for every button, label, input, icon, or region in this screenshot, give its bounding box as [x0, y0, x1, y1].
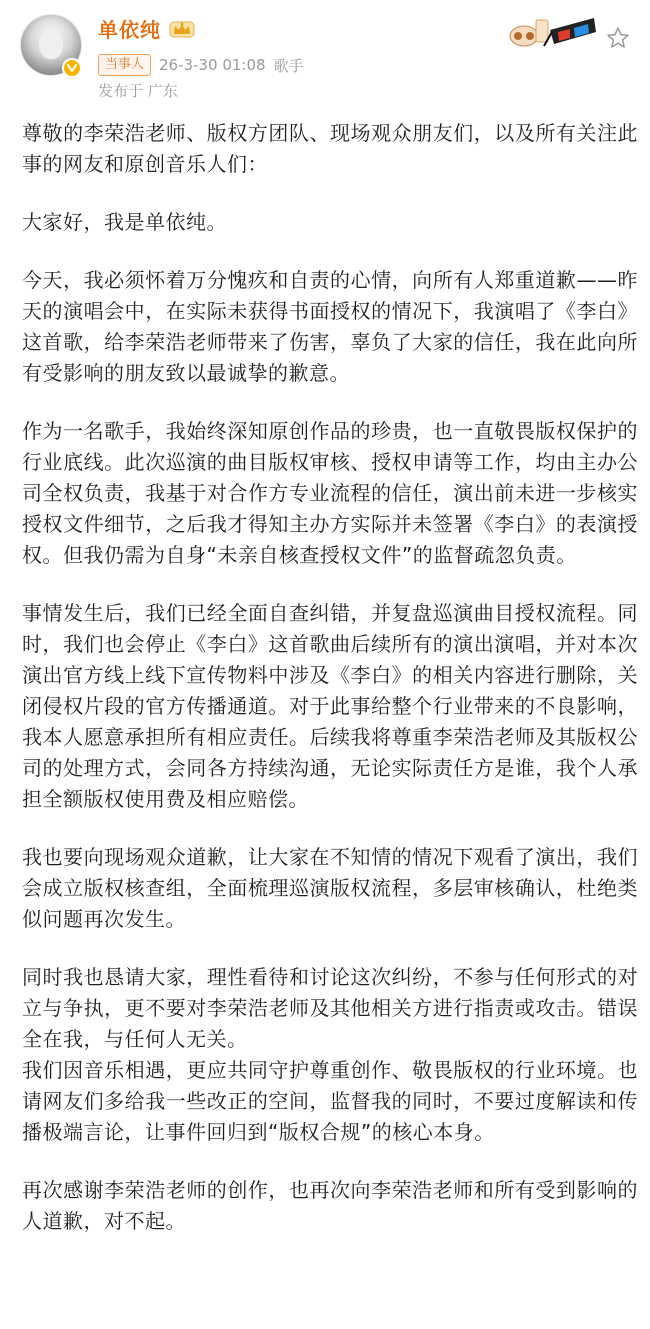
post-location: 发布于 广东 — [98, 82, 178, 100]
post-paragraph: 事情发生后，我们已经全面自查纠错，并复盘巡演曲目授权流程。同时，我们也会停止《李白》这首歌曲后续所有的演出演唱，并对本次演出官方线上线下宣传物料中涉及《李白》的相关内容进行删除，关闭侵权片段的官方传播通道。对于此事给整个行业带来的不良影响，我本人愿意承担所有相应责任。后续我将尊重李荣浩老师及其版权公司的处理方式，会同各方持续沟通，无论实际责任方是谁，我个人承担全额版权使用费及相应赔偿。 — [22, 601, 638, 811]
author-role: 歌手 — [273, 56, 304, 75]
post-datetime: 26-3-30 01:08 — [159, 56, 266, 74]
post-meta — [98, 54, 304, 76]
post-paragraph: 尊敬的李荣浩老师、版权方团队、现场观众朋友们，以及所有关注此事的网友和原创音乐人们： — [22, 121, 638, 176]
star-outline-icon — [606, 26, 630, 50]
avatar-face — [39, 29, 63, 59]
crown-icon — [169, 19, 195, 39]
post-paragraph: 同时我也恳请大家，理性看待和讨论这次纠纷，不参与任何形式的对立与争执，更不要对李荣浩老师及其他相关方进行指责或攻击。错误全在我，与任何人无关。 — [22, 965, 638, 1051]
post-paragraph: 我也要向现场观众道歉，让大家在不知情的情况下观看了演出，我们会成立版权核查组，全面梳理巡演版权流程，多层审核确认，杜绝类似问题再次发生。 — [22, 845, 638, 931]
post-paragraph: 大家好，我是单依纯。 — [22, 210, 227, 234]
username-row — [98, 14, 195, 43]
favorite-button[interactable] — [604, 24, 632, 52]
verified-badge-icon — [62, 58, 82, 78]
post-paragraph: 今天，我必须怀着万分愧疚和自责的心情，向所有人郑重道歉——昨天的演唱会中，在实际未获得书面授权的情况下，我演唱了《李白》这首歌，给李荣浩老师带来了伤害，辜负了大家的信任，我在此向所有受影响的朋友致以最诚挚的歉意。 — [22, 268, 638, 385]
3d-glasses-badge-icon — [504, 10, 600, 52]
post-paragraph: 再次感谢李荣浩老师的创作，也再次向李荣浩老师和所有受到影响的人道歉，对不起。 — [22, 1178, 638, 1233]
post-paragraph: 作为一名歌手，我始终深知原创作品的珍贵，也一直敬畏版权保护的行业底线。此次巡演的曲目版权审核、授权申请等工作，均由主办公司全权负责，我基于对合作方专业流程的信任，演出前未进一步核实授权文件细节，之后我才得知主办方实际并未签署《李白》的表演授权。但我仍需为自身“未亲自核查授权文件”的监督疏忽负责。 — [22, 419, 638, 567]
status-badge: 当事人 — [98, 54, 151, 76]
post-header — [0, 0, 650, 112]
post-body — [22, 118, 638, 1264]
post-paragraph: 我们因音乐相遇，更应共同守护尊重创作、敬畏版权的行业环境。也请网友们多给我一些改正的空间，监督我的同时，不要过度解读和传播极端言论，让事件回归到“版权合规”的核心本身。 — [22, 1058, 638, 1144]
author-name[interactable]: 单依纯 — [98, 18, 161, 42]
